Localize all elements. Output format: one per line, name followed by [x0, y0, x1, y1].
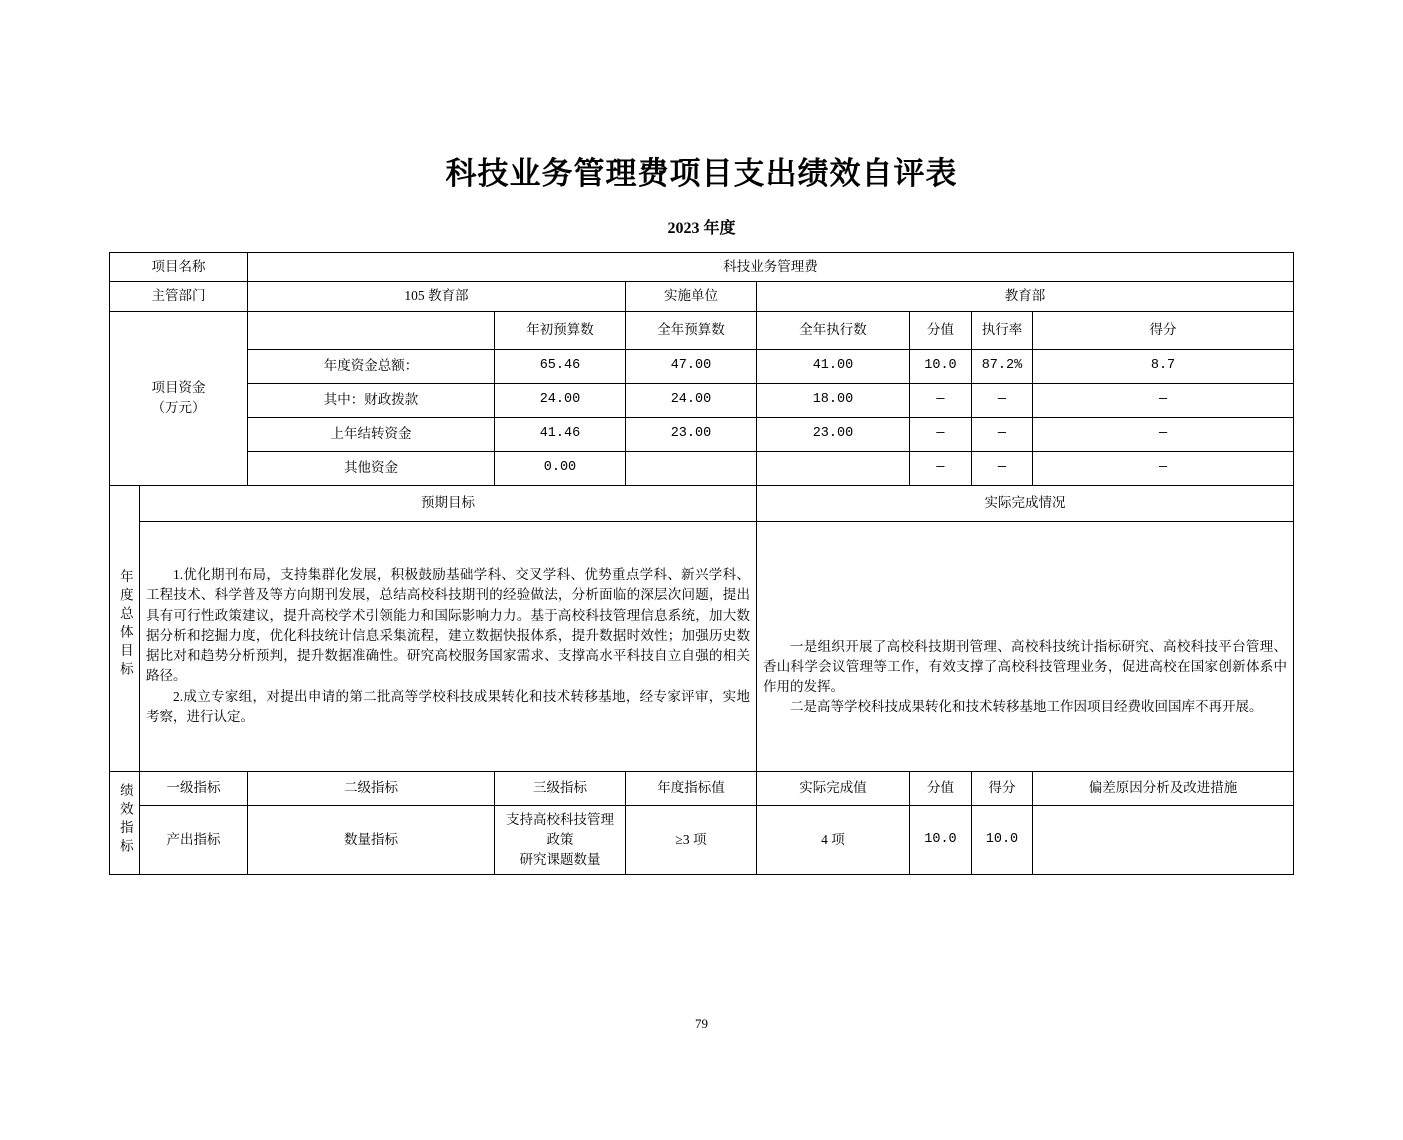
funds-header-2: 全年执行数 — [756, 311, 909, 349]
indicator-header-3: 年度指标值 — [625, 771, 756, 805]
actual-result-text — [756, 521, 1293, 771]
expected-goal-text — [139, 521, 756, 771]
indicator-row-0-actual: 4 项 — [756, 805, 909, 875]
table-row-project-name — [109, 253, 1293, 282]
indicator-header-0: 一级指标 — [139, 771, 247, 805]
indicators-vertical-label: 绩效指标 — [109, 771, 139, 875]
funds-row-0-val-0: 65.46 — [494, 349, 625, 383]
performance-self-evaluation-table — [109, 252, 1294, 875]
funds-row-2-val-1: 23.00 — [625, 417, 756, 451]
funds-row-2-name: 上年结转资金 — [247, 417, 494, 451]
table-row-indicator-item — [109, 805, 1293, 875]
funds-label — [109, 311, 247, 485]
indicator-row-0-level1: 产出指标 — [139, 805, 247, 875]
table-row-goals-header — [109, 485, 1293, 521]
funds-row-2-val-4: — — [971, 417, 1032, 451]
goals-vertical-label: 年度总体目标 — [109, 485, 139, 771]
funds-row-2-val-5: — — [1032, 417, 1293, 451]
funds-row-2-val-3: — — [909, 417, 971, 451]
funds-row-1-val-5: — — [1032, 383, 1293, 417]
indicator-row-0-level3 — [494, 805, 625, 875]
funds-header-1: 全年预算数 — [625, 311, 756, 349]
funds-header-blank — [247, 311, 494, 349]
indicator-row-0-score: 10.0 — [971, 805, 1032, 875]
document-page — [0, 148, 1403, 1140]
page-number: 79 — [695, 1016, 708, 1031]
table-row-funds-other — [109, 451, 1293, 485]
actual-result-header: 实际完成情况 — [756, 485, 1293, 521]
dept-label: 主管部门 — [109, 282, 247, 311]
actual-result-paragraph-2: 二是高等学校科技成果转化和技术转移基地工作因项目经费收回国库不再开展。 — [789, 699, 1263, 715]
funds-row-1-val-1: 24.00 — [625, 383, 756, 417]
funds-row-1-name: 其中：财政拨款 — [247, 383, 494, 417]
table-row-funds-carryover — [109, 417, 1293, 451]
funds-row-1-val-2: 18.00 — [756, 383, 909, 417]
table-row-goals-body — [109, 521, 1293, 771]
table-row-department — [109, 282, 1293, 311]
page-subtitle: 2023 年度 — [667, 220, 736, 237]
funds-row-0-name: 年度资金总额： — [247, 349, 494, 383]
table-row-funds-total — [109, 349, 1293, 383]
funds-label-main: 项目资金 — [151, 379, 206, 395]
funds-row-1-val-4: — — [971, 383, 1032, 417]
funds-row-3-val-1 — [625, 451, 756, 485]
indicator-row-0-level3-line1: 支持高校科技管理政策 — [505, 811, 614, 847]
funds-row-0-val-2: 41.00 — [756, 349, 909, 383]
indicator-header-2: 三级指标 — [494, 771, 625, 805]
expected-goal-paragraph-1: 1.优化期刊布局，支持集群化发展，积极鼓励基础学科、交叉学科、优势重点学科、新兴学科、工程技术、科学普及等方向期刊发展，总结高校科技期刊的经验做法，分析面临的深层次问题，提出具有可行性政策建议，提升高校学术引领能力和国际影响力力。基于高校科技管理信息系统，加大数据分析和挖掘力度，优化科技统计信息采集流程，建立数据快报体系，提升数据时效性；加强历史数据比对和趋势分析预判，提升数据准确性。研究高校服务国家需求、支撑高水平科技自立自强的相关路径。 — [145, 567, 750, 684]
indicator-header-1: 二级指标 — [247, 771, 494, 805]
funds-row-2-val-2: 23.00 — [756, 417, 909, 451]
indicator-header-6: 得分 — [971, 771, 1032, 805]
funds-row-0-val-3: 10.0 — [909, 349, 971, 383]
funds-label-unit: （万元） — [151, 400, 206, 415]
funds-header-4: 执行率 — [971, 311, 1032, 349]
expected-goal-paragraph-2: 2.成立专家组，对提出申请的第二批高等学校科技成果转化和技术转移基地，经专家评审，实地考察，进行认定。 — [145, 688, 750, 724]
funds-row-0-val-1: 47.00 — [625, 349, 756, 383]
indicator-row-0-note — [1032, 805, 1293, 875]
funds-row-3-name: 其他资金 — [247, 451, 494, 485]
table-row-indicators-header — [109, 771, 1293, 805]
expected-goal-header: 预期目标 — [139, 485, 756, 521]
unit-value: 教育部 — [756, 282, 1293, 311]
funds-row-3-val-3: — — [909, 451, 971, 485]
indicator-row-0-score-value: 10.0 — [909, 805, 971, 875]
funds-row-0-val-5: 8.7 — [1032, 349, 1293, 383]
funds-header-5: 得分 — [1032, 311, 1293, 349]
funds-row-3-val-0: 0.00 — [494, 451, 625, 485]
project-name-label: 项目名称 — [109, 253, 247, 282]
page-title: 科技业务管理费项目支出绩效自评表 — [445, 156, 958, 191]
project-name-value: 科技业务管理费 — [247, 253, 1293, 282]
indicator-row-0-level2: 数量指标 — [247, 805, 494, 875]
indicator-row-0-level3-line2: 研究课题数量 — [519, 852, 601, 867]
funds-row-3-val-4: — — [971, 451, 1032, 485]
table-row-funds-fiscal — [109, 383, 1293, 417]
funds-header-0: 年初预算数 — [494, 311, 625, 349]
funds-header-3: 分值 — [909, 311, 971, 349]
indicator-row-0-target: ≥3 项 — [625, 805, 756, 875]
funds-row-3-val-2 — [756, 451, 909, 485]
funds-row-0-val-4: 87.2% — [971, 349, 1032, 383]
funds-row-1-val-0: 24.00 — [494, 383, 625, 417]
indicator-header-5: 分值 — [909, 771, 971, 805]
table-row-funds-header — [109, 311, 1293, 349]
funds-row-3-val-5: — — [1032, 451, 1293, 485]
actual-result-paragraph-1: 一是组织开展了高校科技期刊管理、高校科技统计指标研究、高校科技平台管理、香山科学会议管理等工作，有效支撑了高校科技管理业务，促进高校在国家创新体系中作用的发挥。 — [762, 638, 1288, 694]
indicator-header-7: 偏差原因分析及改进措施 — [1032, 771, 1293, 805]
unit-label: 实施单位 — [625, 282, 756, 311]
dept-value: 105 教育部 — [247, 282, 625, 311]
funds-row-1-val-3: — — [909, 383, 971, 417]
indicator-header-4: 实际完成值 — [756, 771, 909, 805]
funds-row-2-val-0: 41.46 — [494, 417, 625, 451]
